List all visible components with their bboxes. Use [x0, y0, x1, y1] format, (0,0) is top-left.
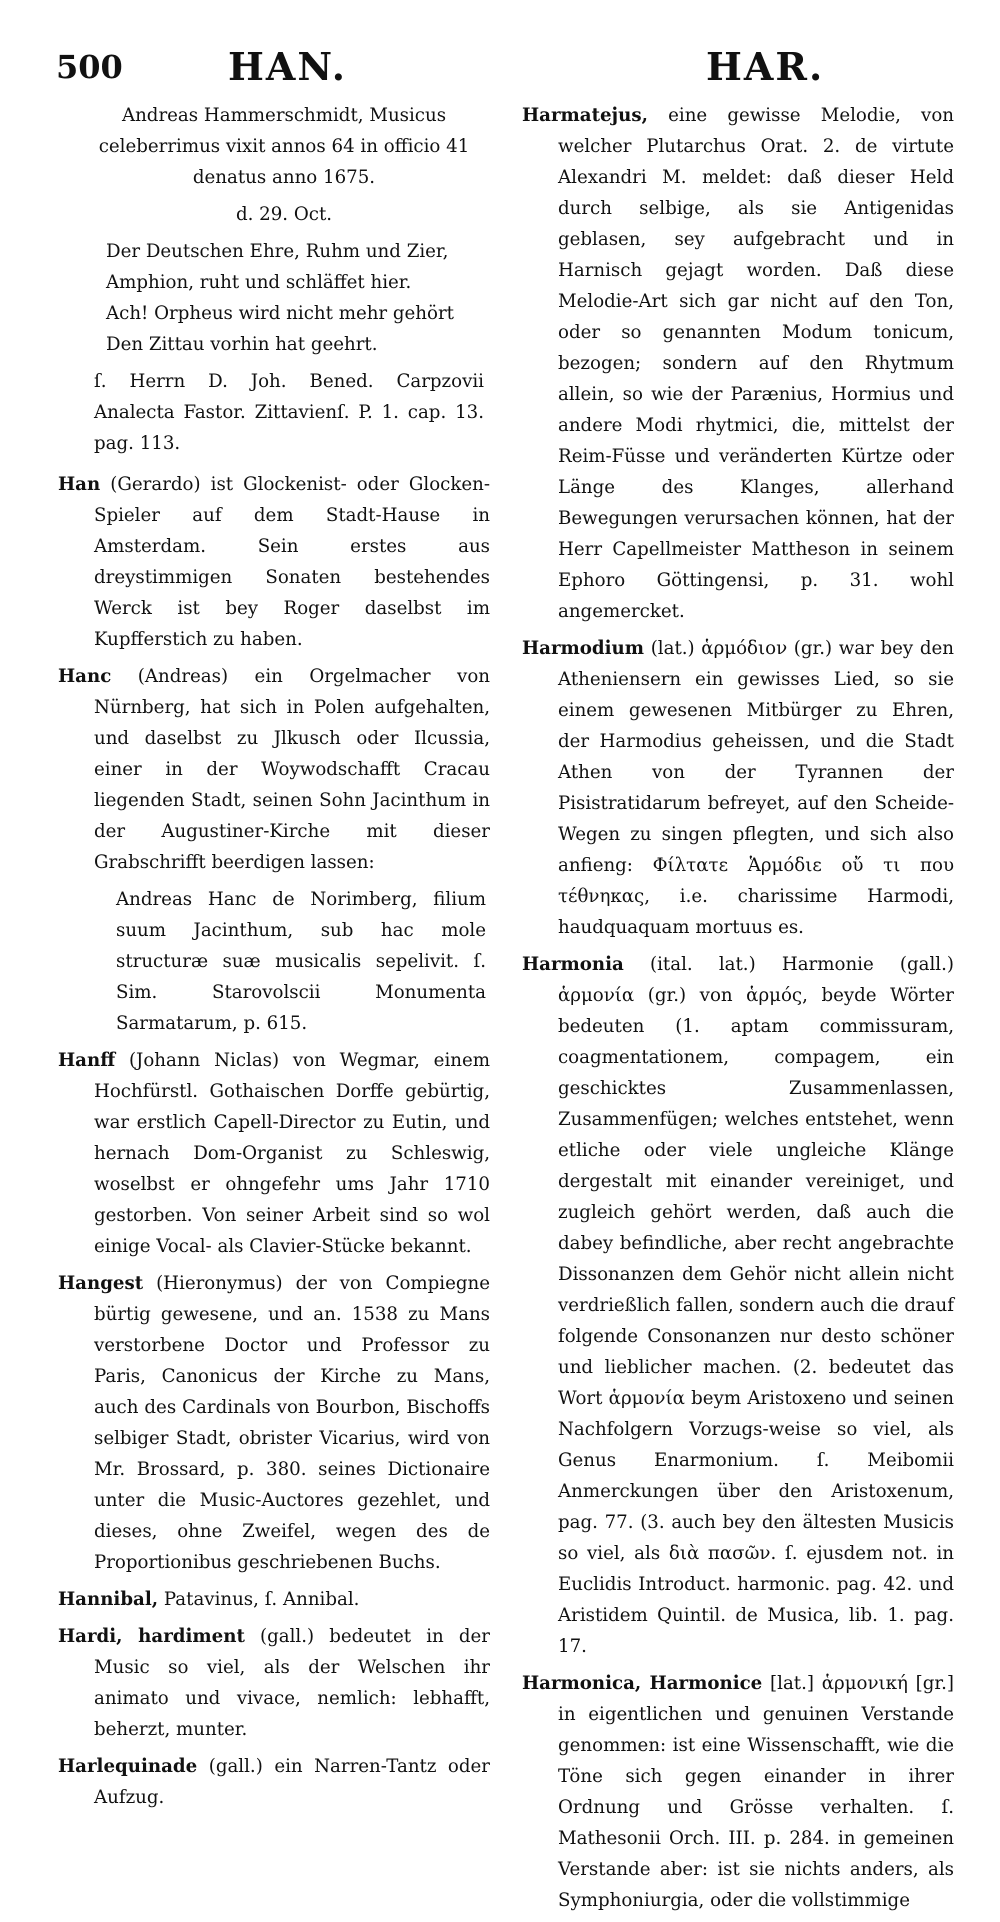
entry-harmodium [522, 633, 954, 943]
entry-text: (Johann Niclas) von Wegmar, einem Hochfürstl. Gothaischen Dorffe gebürtig, war erstlich Capell-Director zu Eutin, und hernach Dom-Organist zu Schleswig, woselbst er ohngefehr ums Jahr 1710 gestorben. Von seiner Arbeit sind so wol einige Vocal- als Clavier-Stücke bekannt. [94, 1050, 490, 1257]
verse-line: Der Deutschen Ehre, Ruhm und Zier, [106, 241, 449, 262]
entry-text: [lat.] ἁρμονική [gr.] in eigentlichen und genuinen Verstande genommen: ist eine Wissenschafft, wie die Töne sich gegen einander in ihrer Ordnung und Grösse verhalten. ſ. Mathesonii Orch. III. p. 284. in gemeinen Verstande aber: ist sie nichts anders, als Symphoniurgia, oder die vollstimmige [558, 1673, 954, 1911]
entry-harmatejus [522, 100, 954, 627]
entry-hanff [58, 1045, 490, 1262]
right-column [522, 100, 954, 1922]
entry-text: Patavinus, ſ. Annibal. [163, 1589, 360, 1610]
entry-harlequinade [58, 1751, 490, 1813]
page-number: 500 [56, 48, 123, 86]
entry-hanc [58, 661, 490, 878]
running-head-left: HAN. [228, 44, 347, 89]
entry-text: (Hieronymus) der von Compiegne bürtig gewesene, und an. 1538 zu Mans verstorbene Doctor und Professor zu Paris, Canonicus der Kirche zu Mans, auch des Cardinals von Bourbon, Bischoffs selbiger Stadt, obrister Vicarius, wird von Mr. Brossard, p. 380. seines Dictionaire unter die Music-Auctores gezehlet, und dieses, ohne Zweifel, wegen des de Proportionibus geschriebenen Buchs. [94, 1273, 490, 1573]
entry-text: (Andreas) ein Orgelmacher von Nürnberg, hat sich in Polen aufgehalten, und daselbst zu Jlkusch oder Ilcussia, einer in der Woywodschafft Cracau liegenden Stadt, seinen Sohn Jacinthum in der Augustiner-Kirche mit dieser Grabschrifft beerdigen lassen: [94, 666, 490, 873]
entry-text: eine gewisse Melodie, von welcher Plutarchus Orat. 2. de virtute Alexandri M. meldet: daß dieser Held durch selbige, als sie Antigenidas geblasen, sey aufgebracht und in Harnisch gejagt worden. Daß diese Melodie-Art sich gar nicht auf den Ton, oder so genannten Modum tonicum, bezogen; sondern auf den Rhytmum allein, so wie der Parænius, Hormius und andere Modi rhytmici, die, mittelst der Reim-Füsse und veränderten Kürtze oder Länge des Klanges, allerhand Bewegungen verursachen können, hat der Herr Capellmeister Mattheson in seinem Ephoro Göttingensi, p. 31. wohl angemercket. [558, 105, 954, 622]
entry-headword: Hardi, hardiment [58, 1626, 245, 1647]
epitaph-date: d. 29. Oct. [235, 204, 333, 225]
hanc-epitaph-quote: Andreas Hanc de Norimberg, filium suum Jacinthum, sub hac mole structuræ suæ musicalis sepelivit. ſ. Sim. Starovolscii Monumenta Sarmatarum, p. 615. [116, 889, 486, 1034]
entry-harmonia [522, 949, 954, 1662]
entry-text: (gall.) ein Narren-Tantz oder Aufzug. [94, 1756, 490, 1808]
entry-text: (Gerardo) ist Glockenist- oder Glocken-Spieler auf dem Stadt-Hause in Amsterdam. Sein erstes aus dreystimmigen Sonaten bestehendes Werck ist bey Roger daselbst im Kupfferstich zu haben. [94, 474, 490, 650]
verse-line: Den Zittau vorhin hat geehrt. [106, 334, 378, 355]
entry-hardi [58, 1621, 490, 1745]
entry-han [58, 469, 490, 655]
entry-headword: Harmodium [522, 638, 645, 659]
entry-headword: Hangest [58, 1273, 144, 1294]
entry-headword: Harmatejus, [522, 105, 648, 126]
entry-harmonica [522, 1668, 954, 1916]
entry-headword: Harmonica, Harmonice [522, 1673, 763, 1694]
entry-text: (gall.) bedeutet in der Music so viel, als der Welschen ihr animato und vivace, nemlich: lebhafft, beherzt, munter. [94, 1626, 490, 1740]
epitaph-reference: ſ. Herrn D. Joh. Bened. Carpzovii Analecta Fastor. Zittavienſ. P. 1. cap. 13. pag. 113. [94, 371, 484, 454]
entry-text: (ital. lat.) Harmonie (gall.) ἁρμονία (gr.) von ἁρμός, beyde Wörter bedeuten (1. aptam commissuram, coagmentationem, compagem, ein geschicktes Zusammenlassen, Zusammenfügen; welches entstehet, wenn etliche oder viele ungleiche Klänge dergestalt mit einander vereiniget, und zugleich gehört werden, daß auch die dabey befindliche, aber recht angebrachte Dissonanzen dem Gehör nicht allein nicht verdrießlich fallen, sondern auch die drauf folgende Consonanzen nur desto schöner und lieblicher machen. (2. bedeutet das Wort ἁρμονία beym Aristoxeno und seinen Nachfolgern Vorzugs-weise so viel, als Genus Enarmonium. ſ. Meibomii Anmerckungen über den Aristoxenum, pag. 77. (3. auch bey den ältesten Musicis so viel, als διὰ πασῶν. ſ. ejusdem not. in Euclidis Introduct. harmonic. pag. 42. und Aristidem Quintil. de Musica, lib. 1. pag. 17. [558, 954, 954, 1657]
entry-headword: Harlequinade [58, 1756, 198, 1777]
entry-hannibal [58, 1584, 490, 1615]
verse-line: Amphion, ruht und schläffet hier. [106, 272, 412, 293]
entry-headword: Hanff [58, 1050, 116, 1071]
left-column [58, 100, 490, 1819]
entry-headword: Hanc [58, 666, 112, 687]
entry-hangest [58, 1268, 490, 1578]
epitaph-intro: Andreas Hammerschmidt, Musicus celeberrimus vixit annos 64 in officio 41 denatus anno 1675. [98, 105, 470, 188]
entry-headword: Han [58, 474, 101, 495]
epitaph-verse [58, 236, 490, 360]
entry-headword: Hannibal, [58, 1589, 159, 1610]
running-head-right: HAR. [706, 44, 825, 89]
entry-text: (lat.) ἁρμόδιον (gr.) war bey den Atheniensern ein gewisses Lied, so sie einem gewesenen Mitbürger zu Ehren, der Harmodius geheissen, und die Stadt Athen von der Tyrannen der Pisistratidarum befreyet, auf den Scheide-Wegen zu singen pflegten, und sich also anfieng: Φίλτατε Ἁρμόδιε οὔ τι που τέθνηκας, i.e. charissime Harmodi, haudquaquam mortuus es. [558, 638, 954, 938]
verse-line: Ach! Orpheus wird nicht mehr gehört [106, 303, 454, 324]
entry-headword: Harmonia [522, 954, 624, 975]
